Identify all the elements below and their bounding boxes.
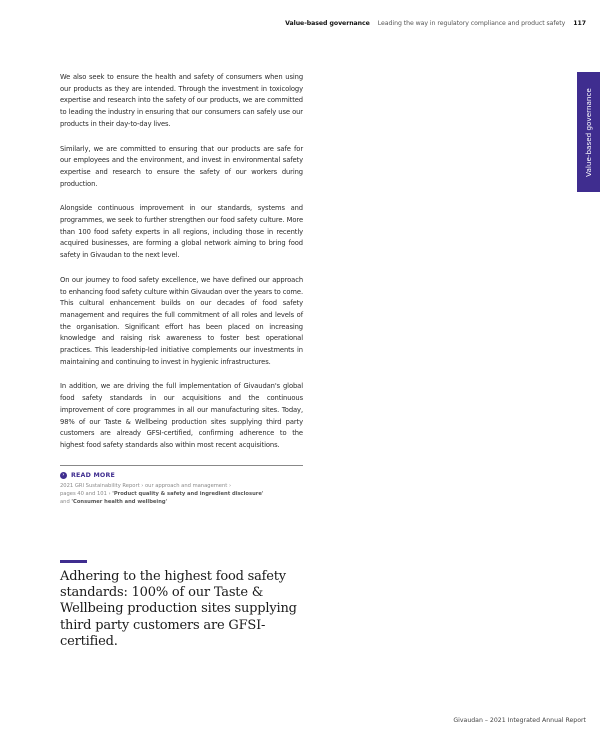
read-more-link[interactable]: 2021 GRI Sustainability Report › our approach and management › (60, 482, 232, 489)
read-more-label: READ MORE (71, 471, 116, 479)
divider (60, 465, 303, 466)
paragraph: On our journey to food safety excellence, we have defined our approach to enhancing food safety culture within Givaudan over the years to come. This cultural enhancement builds on our decades of food safety management and requires the full commitment of all roles and levels of the organisation. Significant effort has been placed on increasing knowledge and raising risk awareness to foster best operational practices. This leadership-led initiative complements our investments in maintaining and continuing to invest in hygienic infrastructures. (60, 275, 303, 366)
page-footer: Givaudan – 2021 Integrated Annual Report (453, 717, 586, 724)
read-more-box (60, 472, 303, 507)
page-header (285, 20, 586, 27)
paragraph: Similarly, we are committed to ensuring that our products are safe for our employees and the environment, and invest in environmental safety expertise and research to ensure the safety of our workers during production. (60, 144, 303, 188)
read-more-link[interactable]: 'Product quality & safety and ingredient disclosure' (112, 490, 264, 497)
paragraph: Alongside continuous improvement in our standards, systems and programmes, we seek to further strengthen our food safety culture. More than 100 food safety experts in all regions, including those in recently acquired businesses, are forming a global network aiming to bring food safety in Givaudan to the next level. (60, 204, 303, 260)
side-tab-label: Value-based governance (584, 87, 594, 177)
callout-accent-bar (60, 560, 87, 563)
paragraph: In addition, we are driving the full implementation of Givaudan's global food safety standards in our acquisitions and the continuous improvement of core programmes in all our manufacturing sites. Today, 98% of our Taste & Wellbeing production sites supplying third party customers are already GFSI-certified, confirming adherence to the highest food safety standards also within most recent acquisitions. (60, 382, 303, 449)
header-section: Value-based governance (285, 20, 370, 27)
read-more-references: 2021 GRI Sustainability Report › our approach and management › pages 40 and 101 › 'Product quality & safety and ingredient disclosure' and 'Consumer health and wellbeing' (60, 482, 303, 507)
header-subtitle: Leading the way in regulatory compliance and product safety (377, 20, 566, 27)
read-more-link[interactable]: 'Consumer health and wellbeing' (71, 499, 168, 506)
section-side-tab[interactable] (577, 72, 600, 192)
arrow-circle-icon: › (60, 472, 67, 479)
read-more-heading[interactable] (60, 472, 303, 479)
body-column (60, 72, 303, 506)
callout-quote: Adhering to the highest food safety standards: 100% of our Taste & Wellbeing production sites supplying third party customers are GFSI-certified. (60, 569, 297, 649)
page-number: 117 (573, 20, 586, 27)
paragraph: We also seek to ensure the health and safety of consumers when using our products as they are intended. Through the investment in toxicology expertise and research into the safety of our products, we are committed to leading the industry in ensuring that our consumers can safely use our products in their day-to-day lives. (60, 73, 303, 128)
